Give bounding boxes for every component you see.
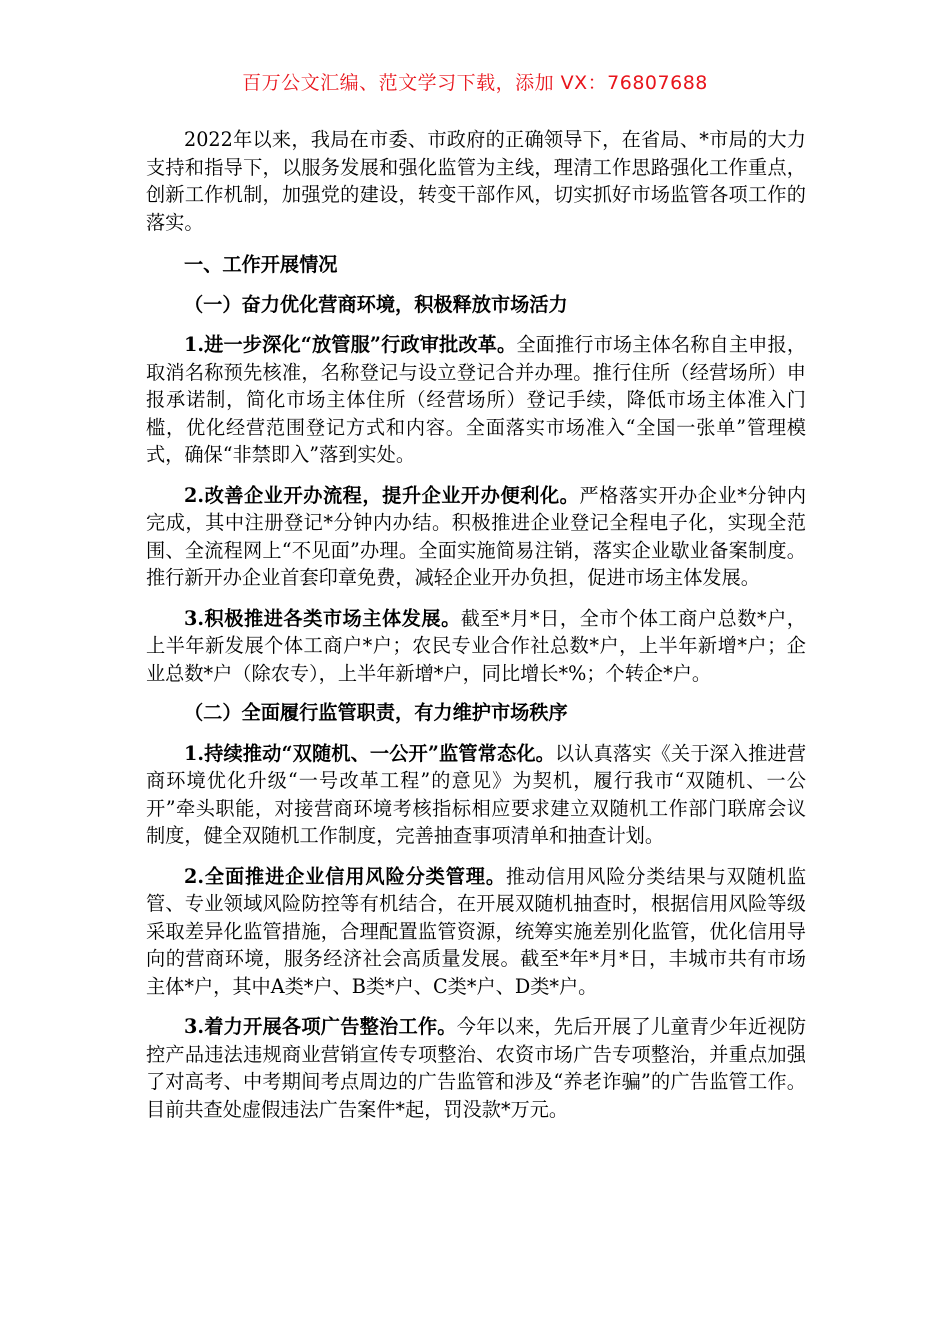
paragraph-text: 推动信用风险分类结果与双随机监管、专业领域风险防控等有机结合，在开展双随机抽查时，根据信用风险等级采取差异化监管措施，合理配置监管资源，统筹实施差别化监管，优化信用导向的营商环境，服务经济社会高质量发展。截至*年*月*日，丰城市共有市场主体*户，其中A类*户、B类*户、C类*户、D类*户。 xyxy=(146,864,807,998)
section-heading: 一、工作开展情况 xyxy=(184,253,338,276)
paragraph-text: 截至*月*日，全市个体工商户总数*户，上半年新发展个体工商户*户；农民专业合作社总数*户，上半年新增*户；企业总数*户（除农专），上半年新增*户，同比增长*%；个转企*户。 xyxy=(146,606,806,685)
paragraph-lead: 2.改善企业开办流程，提升企业开办便利化。 xyxy=(184,483,580,507)
paragraph-1-2 xyxy=(146,482,806,592)
paragraph-2-1 xyxy=(146,740,806,850)
paragraph-text: 全面推行市场主体名称自主申报，取消名称预先核准，名称登记与设立登记合并办理。推行住所（经营场所）申报承诺制，简化市场主体住所（经营场所）登记手续，降低市场主体准入门槛，优化经营范围登记方式和内容。全面落实市场准入“全国一张单”管理模式，确保“非禁即入”落到实处。 xyxy=(146,333,807,466)
paragraph-1-3 xyxy=(146,605,806,688)
subsection-heading-2: （二）全面履行监管职责，有力维护市场秩序 xyxy=(184,701,568,724)
paragraph-lead: 3.积极推进各类市场主体发展。 xyxy=(184,606,461,630)
paragraph-lead: 1.进一步深化“放管服”行政审批改革。 xyxy=(184,333,517,356)
paragraph-text: 以认真落实《关于深入推进营商环境优化升级“一号改革工程”的意见》为契机，履行我市“双随机、一公开”牵头职能，对接营商环境考核指标相应要求建立双随机工作部门联席会议制度，健全双随机工作制度，完善抽查事项清单和抽查计划。 xyxy=(146,741,807,847)
paragraph-lead: 3.着力开展各项广告整治工作。 xyxy=(184,1015,457,1038)
paragraph-lead: 2.全面推进企业信用风险分类管理。 xyxy=(184,864,506,888)
intro-paragraph: 2022年以来，我局在市委、市政府的正确领导下，在省局、*市局的大力支持和指导下，以服务发展和强化监管为主线，理清工作思路强化工作重点，创新工作机制，加强党的建设，转变干部作风，切实抓好市场监管各项工作的落实。 xyxy=(146,128,806,234)
paragraph-text: 今年以来，先后开展了儿童青少年近视防控产品违法违规商业营销宣传专项整治、农资市场广告专项整治，并重点加强了对高考、中考期间考点周边的广告监管和涉及“养老诈骗”的广告监管工作。目前共查处虚假违法广告案件*起，罚没款*万元。 xyxy=(146,1015,807,1121)
header-watermark: 百万公文汇编、范文学习下载，添加 VX：76807688 xyxy=(242,72,708,94)
document-body xyxy=(146,126,806,1123)
paragraph-2-3 xyxy=(146,1013,806,1123)
paragraph-lead: 1.持续推动“双随机、一公开”监管常态化。 xyxy=(184,741,555,765)
paragraph-text: 严格落实开办企业*分钟内完成，其中注册登记*分钟内办结。积极推进企业登记全程电子化，实现全范围、全流程网上“不见面”办理。全面实施简易注销，落实企业歇业备案制度。推行新开办企业首套印章免费，减轻企业开办负担，促进市场主体发展。 xyxy=(146,483,807,589)
paragraph-2-2 xyxy=(146,863,806,1001)
paragraph-1-1 xyxy=(146,331,806,469)
subsection-heading-1: （一）奋力优化营商环境，积极释放市场活力 xyxy=(184,292,568,316)
